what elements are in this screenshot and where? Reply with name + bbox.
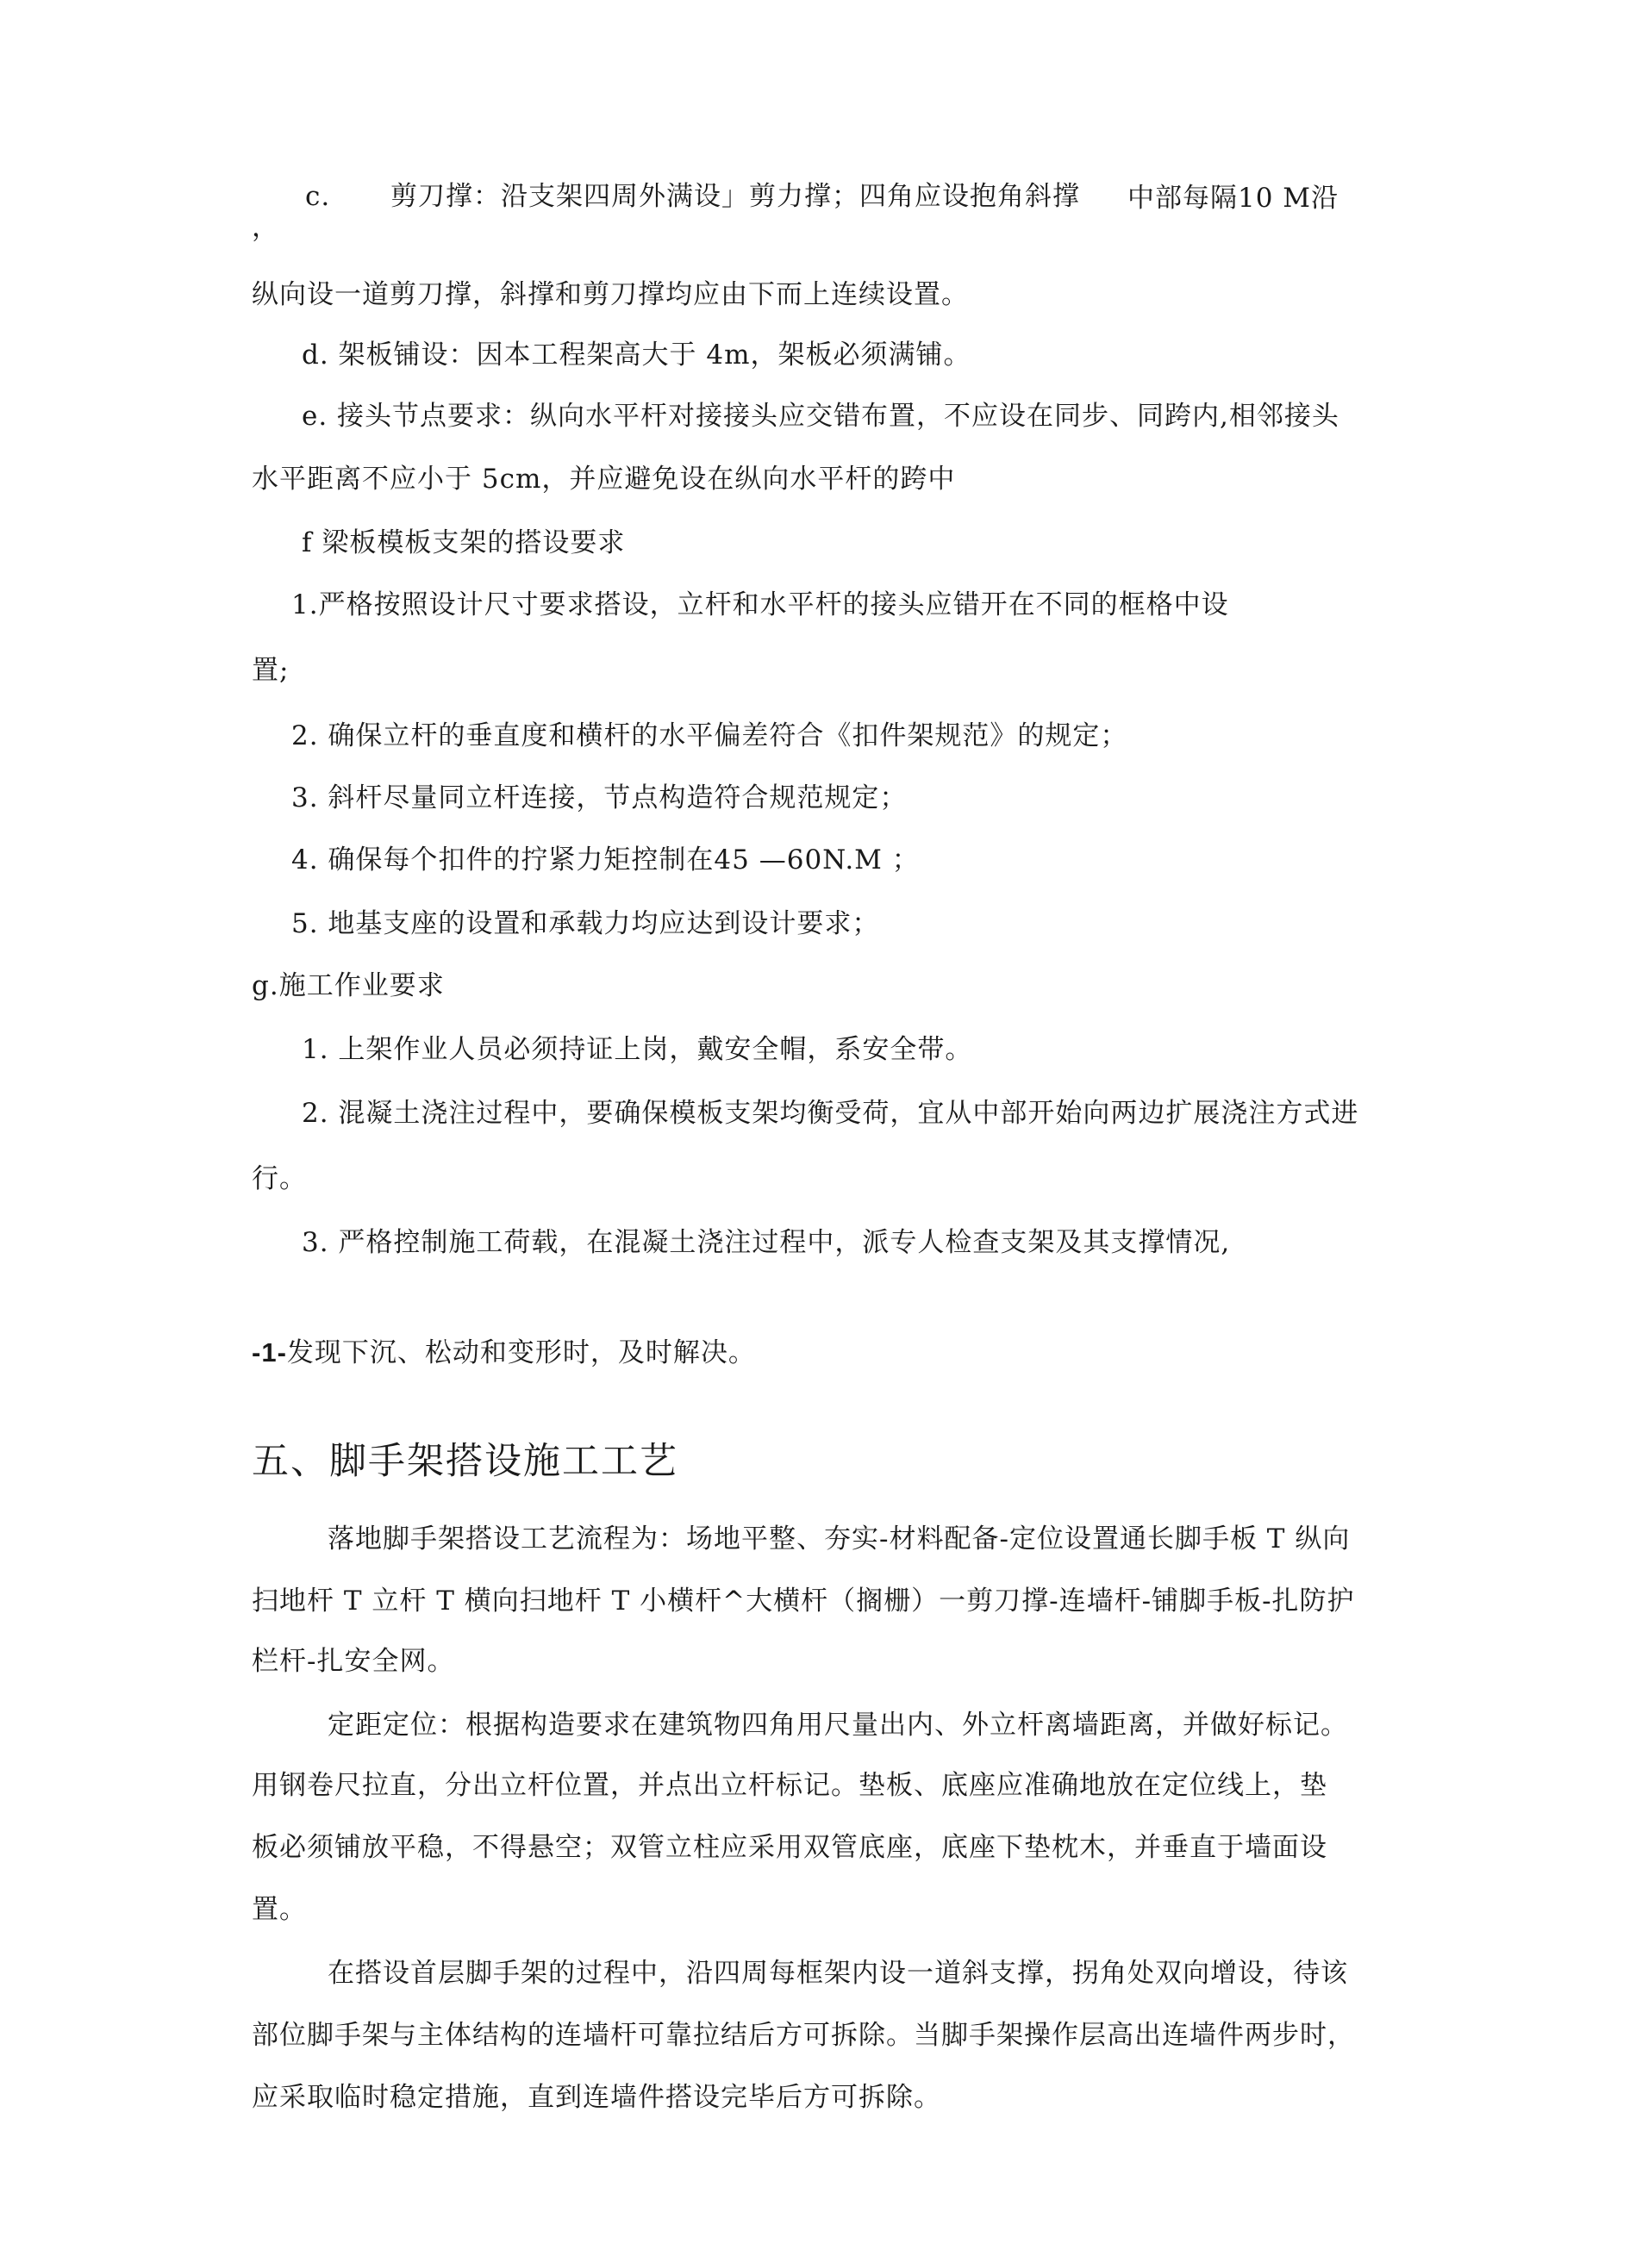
section5-para1-line3: 栏杆-扎安全网。 bbox=[252, 1646, 455, 1677]
clause-f-item4: 4. 确保每个扣件的拧紧力矩控制在45 —60N.M ； bbox=[291, 844, 920, 875]
clause-g-item3-continuation: 发现下沉、松动和变形时，及时解决。 bbox=[286, 1337, 756, 1368]
section5-para1-line1: 落地脚手架搭设工艺流程为：场地平整、夯实-材料配备-定位设置通长脚手板 T 纵向 bbox=[328, 1523, 1351, 1555]
clause-g-item2-line1: 2. 混凝土浇注过程中，要确保模板支架均衡受荷，宜从中部开始向两边扩展浇注方式进 bbox=[302, 1098, 1359, 1129]
section5-para2-line2: 用钢卷尺拉直，分出立杆位置，并点出立杆标记。垫板、底座应准确地放在定位线上，垫 bbox=[252, 1770, 1327, 1801]
clause-g-title: g.施工作业要求 bbox=[252, 970, 445, 1001]
clause-e-line2: 水平距离不应小于 5cm，并应避免设在纵向水平杆的跨中 bbox=[252, 464, 956, 495]
clause-g-item2-line2: 行。 bbox=[252, 1163, 307, 1194]
clause-f-item2: 2. 确保立杆的垂直度和横杆的水平偏差符合《扣件架规范》的规定； bbox=[291, 720, 1128, 751]
page-number: -1- bbox=[252, 1337, 287, 1368]
section5-para2-line1: 定距定位：根据构造要求在建筑物四角用尺量出内、外立杆离墙距离，并做好标记。 bbox=[328, 1710, 1348, 1741]
clause-f-item3: 3. 斜杆尽量同立杆连接，节点构造符合规范规定； bbox=[291, 782, 908, 813]
section5-para2-line3: 板必须铺放平稳，不得悬空；双管立柱应采用双管底座，底座下垫枕木，并垂直于墙面设 bbox=[252, 1832, 1327, 1863]
clause-c-comma: ， bbox=[252, 212, 279, 243]
clause-c-text: 剪刀撑：沿支架四周外满设」剪力撑；四角应设抱角斜撑 bbox=[390, 181, 1080, 212]
section-heading: 五、脚手架搭设施工工艺 bbox=[252, 1440, 678, 1483]
clause-c-tail: 中部每隔10 M沿 bbox=[1127, 183, 1339, 214]
section5-para3-line2: 部位脚手架与主体结构的连墙杆可靠拉结后方可拆除。当脚手架操作层高出连墙件两步时， bbox=[252, 2020, 1355, 2051]
section5-para2-line4: 置。 bbox=[252, 1894, 307, 1925]
clause-d: d. 架板铺设：因本工程架高大于 4m，架板必须满铺。 bbox=[302, 340, 971, 371]
clause-f-item1-line2: 置; bbox=[252, 655, 290, 686]
clause-f-item5: 5. 地基支座的设置和承载力均应达到设计要求； bbox=[291, 908, 880, 939]
section5-para1-line2: 扫地杆 T 立杆 T 横向扫地杆 T 小横杆^大横杆（搁栅）一剪刀撑-连墙杆-铺脚手板-扎防护 bbox=[252, 1586, 1355, 1617]
clause-f-item1-line1: 1.严格按照设计尺寸要求搭设，立杆和水平杆的接头应错开在不同的框格中设 bbox=[291, 589, 1229, 620]
section5-para3-line3: 应采取临时稳定措施，直到连墙件搭设完毕后方可拆除。 bbox=[252, 2082, 941, 2113]
clause-c-label: c. bbox=[305, 181, 331, 212]
clause-g-item1: 1. 上架作业人员必须持证上岗，戴安全帽，系安全带。 bbox=[302, 1034, 973, 1065]
section5-para3-line1: 在搭设首层脚手架的过程中，沿四周每框架内设一道斜支撑，拐角处双向增设，待该 bbox=[328, 1958, 1348, 1989]
clause-f-title: f 梁板模板支架的搭设要求 bbox=[302, 527, 626, 558]
page-marker-line bbox=[252, 1336, 756, 1370]
clause-c-continuation: 纵向设一道剪刀撑，斜撑和剪刀撑均应由下而上连续设置。 bbox=[252, 279, 969, 310]
clause-e-line1: e. 接头节点要求：纵向水平杆对接接头应交错布置，不应设在同步、同跨内,相邻接头 bbox=[302, 401, 1339, 432]
clause-g-item3: 3. 严格控制施工荷载，在混凝土浇注过程中，派专人检查支架及其支撑情况, bbox=[302, 1227, 1231, 1258]
